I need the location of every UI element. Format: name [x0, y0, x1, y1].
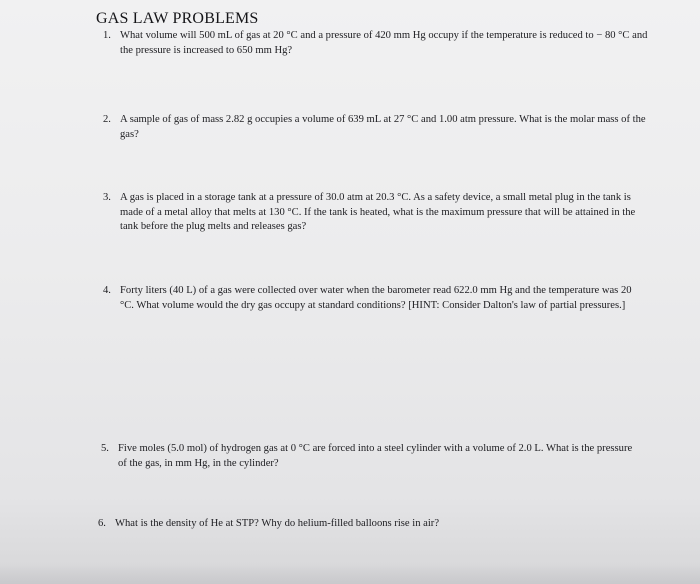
problem-text: Five moles (5.0 mol) of hydrogen gas at 0 °C are forced into a steel cylinder with a volume of 2.0 L. What is the pressure of the gas, in mm Hg, in the cylinder? — [118, 443, 633, 469]
page-title: GAS LAW PROBLEMS — [96, 10, 259, 27]
problem-1 — [103, 29, 658, 58]
problem-2 — [103, 113, 651, 142]
problem-number: 4. — [103, 285, 111, 296]
problem-4 — [103, 284, 643, 313]
problem-3 — [103, 191, 648, 235]
problem-5 — [101, 442, 643, 471]
problem-number: 1. — [103, 30, 111, 41]
problem-number: 5. — [101, 443, 109, 454]
problem-text: Forty liters (40 L) of a gas were collected over water when the barometer read 622.0 mm Hg and the temperature was 20 °C. What volume would the dry gas occupy at standard conditions? [HINT: Consider Dalton's law of partial pressures.] — [120, 285, 632, 311]
problem-text: What is the density of He at STP? Why do helium-filled balloons rise in air? — [115, 518, 440, 529]
problem-text: What volume will 500 mL of gas at 20 °C and a pressure of 420 mm Hg occupy if the temperature is reduced to − 80 °C and the pressure is increased to 650 mm Hg? — [120, 30, 648, 56]
problem-text: A sample of gas of mass 2.82 g occupies a volume of 639 mL at 27 °C and 1.00 atm pressure. What is the molar mass of the gas? — [120, 114, 646, 140]
problem-number: 2. — [103, 114, 111, 125]
problem-6 — [98, 517, 638, 532]
page-bottom-shadow — [0, 564, 700, 584]
problem-number: 3. — [103, 192, 111, 203]
problem-text: A gas is placed in a storage tank at a pressure of 30.0 atm at 20.3 °C. As a safety device, a small metal plug in the tank is made of a metal alloy that melts at 130 °C. If the tank is heated, what is the maximum pressure that will be attained in the tank before the plug melts and releases gas? — [120, 192, 636, 232]
problem-number: 6. — [98, 518, 106, 529]
